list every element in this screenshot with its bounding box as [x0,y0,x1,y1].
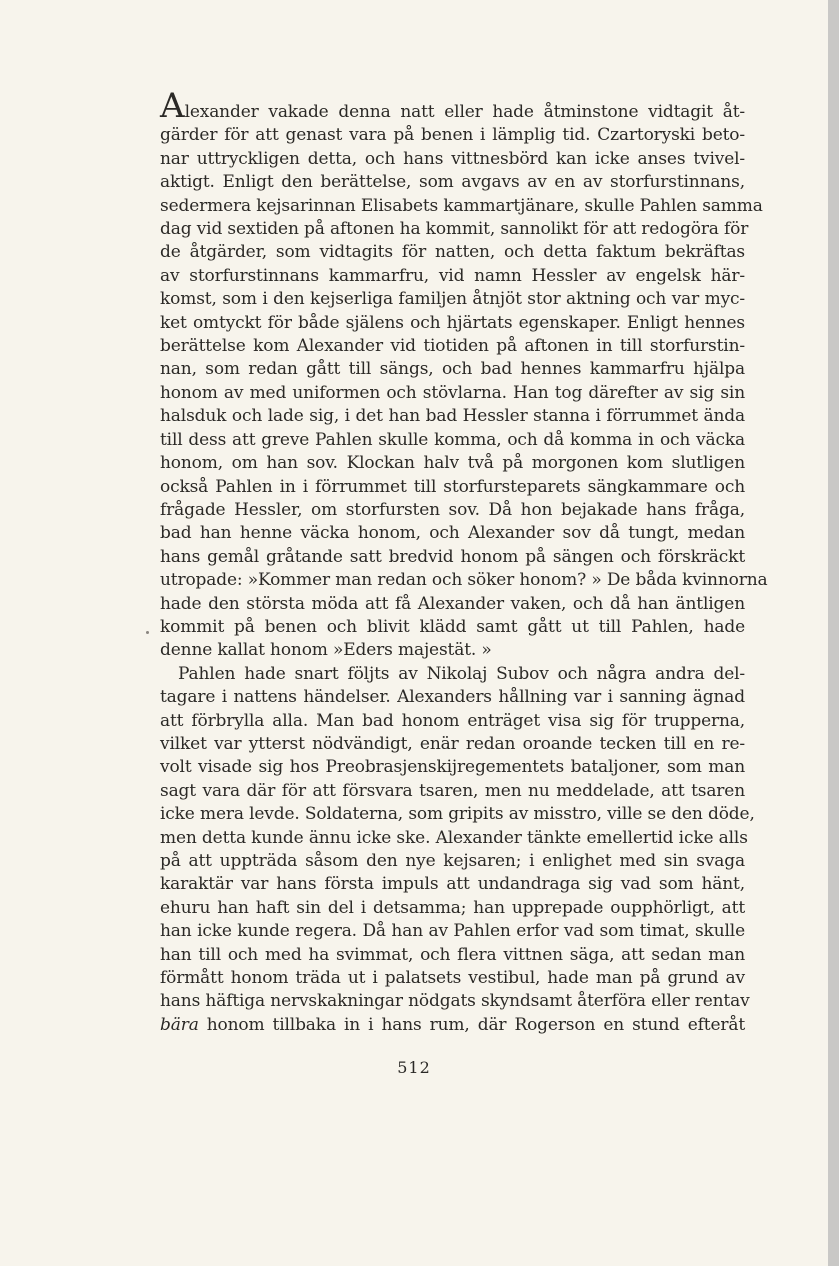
text-line [160,86,745,126]
line-text: honom tillbaka in i hans rum, där Rogerson en stund efteråt [206,1014,745,1035]
text-line: halsduk och lade sig, i det han bad Hessler stanna i förrummet ända [160,406,745,427]
text-line: frågade Hessler, om storfursten sov. Då hon bejakade hans fråga, [160,499,745,520]
margin-mark [146,631,149,634]
text-line: nan, som redan gått till sängs, och bad hennes kammarfru hjälpa [160,359,745,380]
text-line: till dess att greve Pahlen skulle komma, och då komma in och väcka [160,429,745,450]
drop-cap: A [160,86,185,126]
text-line: honom av med uniformen och stövlarna. Han tog därefter av sig sin [160,382,745,403]
text-line: honom, om han sov. Klockan halv två på morgonen kom slutligen [160,453,745,474]
text-line: han icke kunde regera. Då han av Pahlen erfor vad som timat, skulle [160,921,745,942]
text-line: hans häftiga nervskakningar nödgats skyndsamt återföra eller rentav [160,991,750,1012]
text-line: aktigt. Enligt den berättelse, som avgavs av en av storfurstinnans, [160,172,745,193]
text-line: gärder för att genast vara på benen i lämplig tid. Czartoryski beto- [160,125,745,146]
text-line: denne kallat honom »Eders majestät. » [160,640,492,661]
text-line: Pahlen hade snart följts av Nikolaj Subov och några andra del- [178,663,745,684]
text-line: de åtgärder, som vidtagits för natten, och detta faktum bekräftas [160,242,745,263]
text-line: volt visade sig hos Preobrasjenskijregementets bataljoner, som man [160,757,745,778]
text-line: av storfurstinnans kammarfru, vid namn Hessler av engelsk här- [160,265,745,286]
text-line: sagt vara där för att försvara tsaren, men nu meddelade, att tsaren [160,780,745,801]
body-text [160,86,768,1037]
italic-word: bära [160,1014,199,1035]
first-line-text: lexander vakade denna natt eller hade åtminstone vidtagit åt- [184,102,745,122]
text-line: icke mera levde. Soldaterna, som gripits av misstro, ville se den döde, [160,804,755,825]
text-line: förmått honom träda ut i palatsets vestibul, hade man på grund av [160,968,745,989]
text-line: ehuru han haft sin del i detsamma; han upprepade oupphörligt, att [160,897,745,918]
text-line: komst, som i den kejserliga familjen åtnjöt stor aktning och var myc- [160,289,745,310]
text-line: tagare i nattens händelser. Alexanders hållning var i sanning ägnad [160,687,745,708]
text-line [160,1014,745,1037]
text-line: sedermera kejsarinnan Elisabets kammartjänare, skulle Pahlen samma [160,195,763,216]
text-line: berättelse kom Alexander vid tiotiden på aftonen in till storfurstin- [160,336,745,357]
text-line: vilket var ytterst nödvändigt, enär redan oroande tecken till en re- [160,733,745,754]
text-line: på att uppträda såsom den nye kejsaren; i enlighet med sin svaga [160,851,745,871]
text-line: dag vid sextiden på aftonen ha kommit, sannolikt för att redogöra för [160,219,749,240]
text-line: också Pahlen in i förrummet till storfursteparets sängkammare och [160,476,745,497]
text-line: utropade: »Kommer man redan och söker honom? » De båda kvinnorna [160,570,768,591]
text-line: nar uttryckligen detta, och hans vittnesbörd kan icke anses tvivel- [160,148,745,169]
paragraph-1 [160,86,768,663]
text-line: hade den största möda att få Alexander vaken, och då han äntligen [160,593,745,614]
text-line: han till och med ha svimmat, och flera vittnen säga, att sedan man [160,944,745,965]
text-line: kommit på benen och blivit klädd samt gått ut till Pahlen, hade [160,616,745,637]
text-line: att förbrylla alla. Man bad honom enträget visa sig för trupperna, [160,710,745,731]
text-line: karaktär var hans första impuls att undandraga sig vad som hänt, [160,874,745,895]
text-line: bad han henne väcka honom, och Alexander sov då tungt, medan [160,523,745,544]
text-line: hans gemål gråtande satt bredvid honom på sängen och förskräckt [160,546,745,567]
text-line: ket omtyckt för både själens och hjärtats egenskaper. Enligt hennes [160,312,745,333]
page-number: 512 [397,1058,431,1077]
text-line: men detta kunde ännu icke ske. Alexander tänkte emellertid icke alls [160,827,748,848]
paragraph-2 [160,663,755,1038]
